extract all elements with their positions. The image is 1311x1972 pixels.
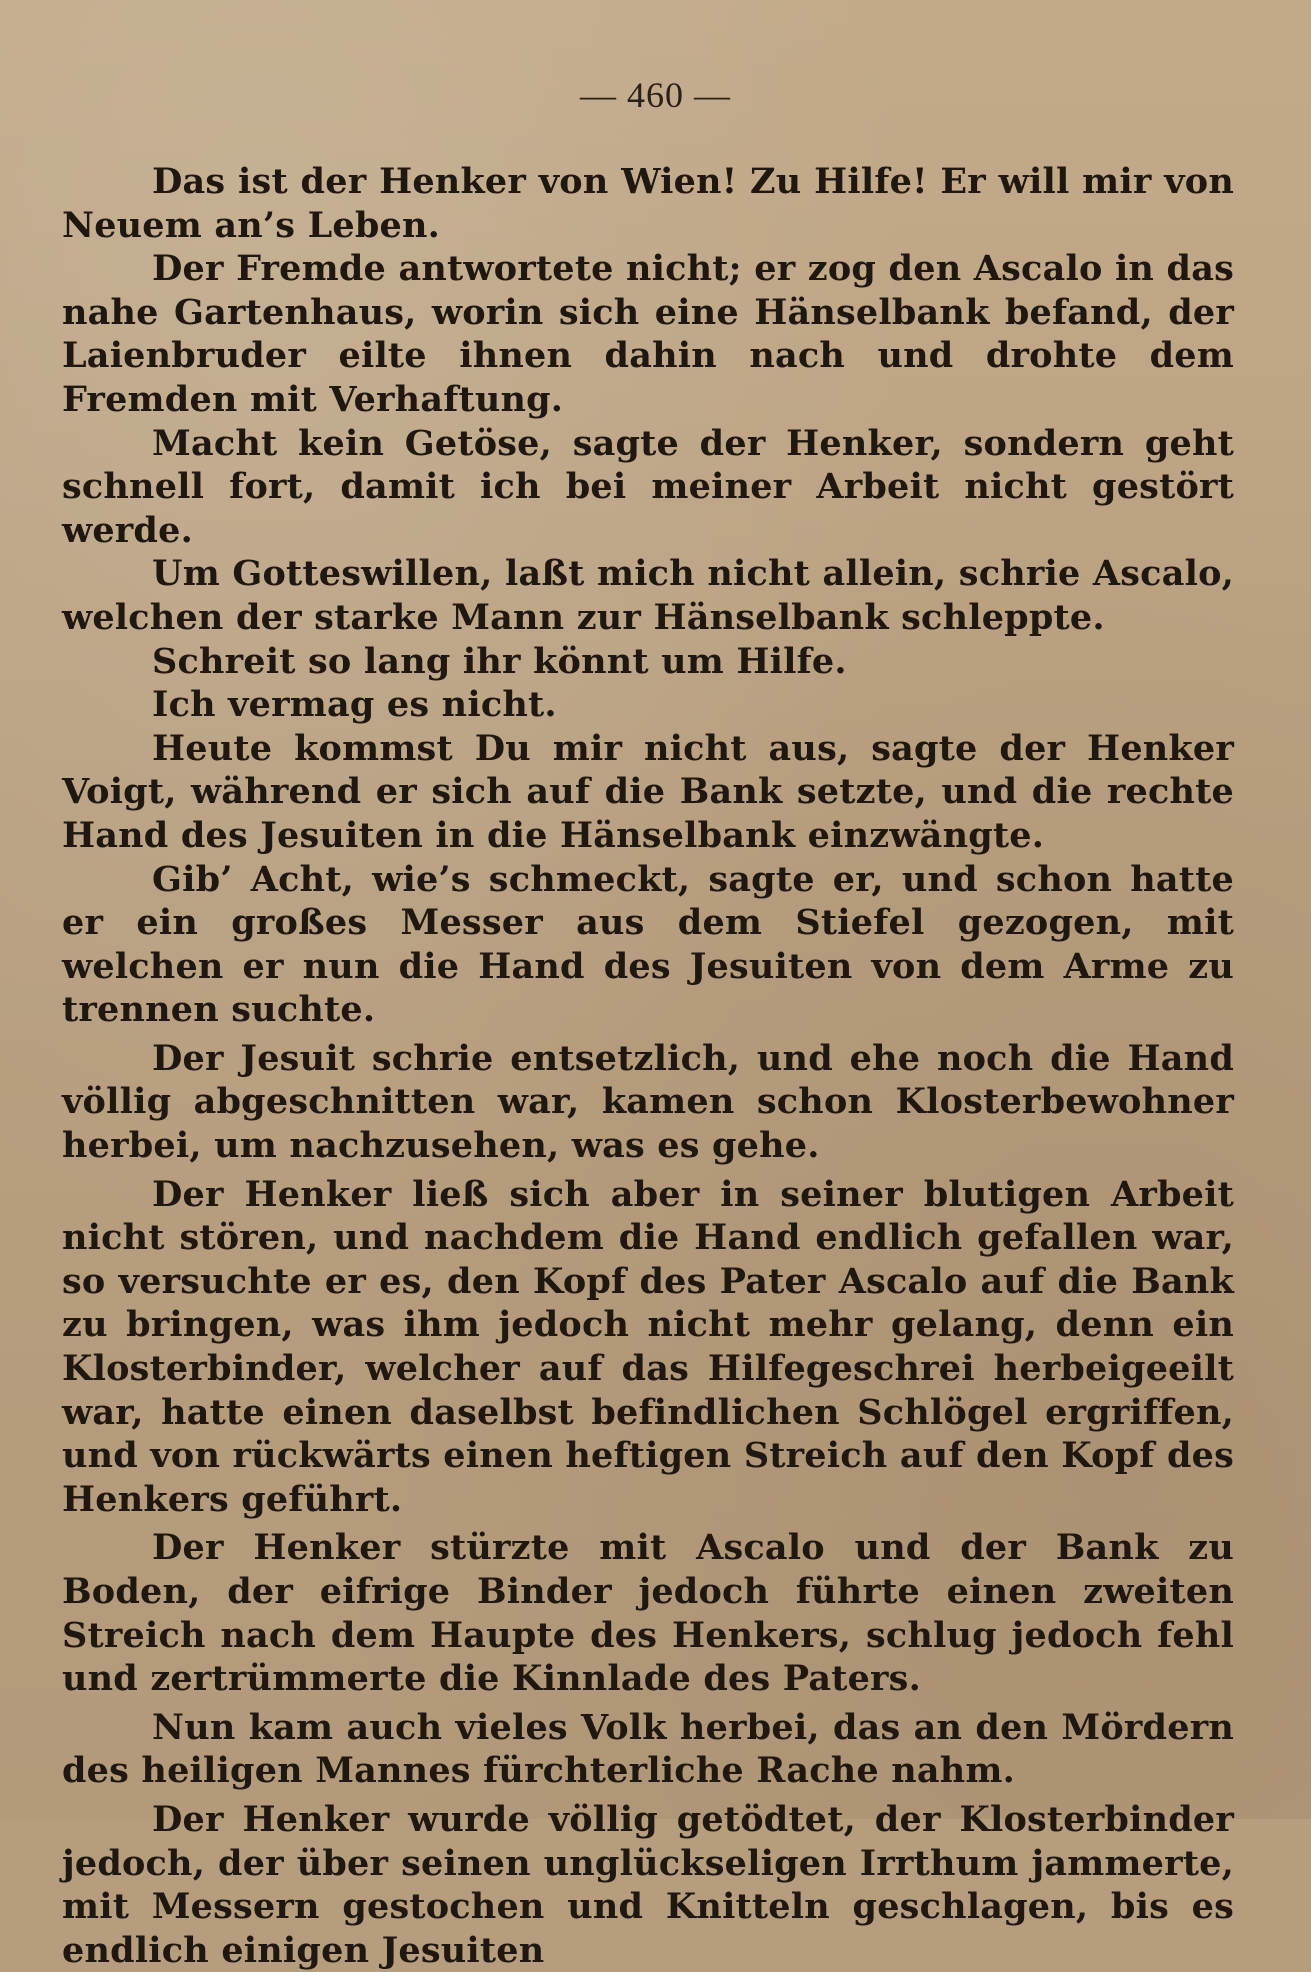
paragraph-12: Nun kam auch vieles Volk herbei, das an den Mördern des heiligen Mannes fürchterliche Rache nahm. (62, 1706, 1234, 1792)
page-number: — 460 — (580, 75, 731, 115)
paragraph-8: Gib’ Acht, wie’s schmeckt, sagte er, und schon hatte er ein großes Messer aus dem Stiefel gezogen, mit welchen er nun die Hand des Jesuiten von dem Arme zu trennen suchte. (62, 858, 1234, 1031)
paragraph-13: Der Henker wurde völlig getödtet, der Klosterbinder jedoch, der über seinen unglückseligen Irrthum jammerte, mit Messern gestochen und Knitteln geschlagen, bis es endlich einigen Jesuiten (62, 1798, 1234, 1971)
paragraph-10: Der Henker ließ sich aber in seiner blutigen Arbeit nicht stören, und nachdem die Hand endlich gefallen war, so versuchte er es, den Kopf des Pater Ascalo auf die Bank zu bringen, was ihm jedoch nicht mehr gelang, denn ein Klosterbinder, welcher auf das Hilfegeschrei herbeigeeilt war, hatte einen daselbst befindlichen Schlögel ergriffen, und von rückwärts einen heftigen Streich auf den Kopf des Henkers geführt. (62, 1173, 1234, 1520)
paragraph-2: Der Fremde antwortete nicht; er zog den Ascalo in das nahe Gartenhaus, worin sich eine Hänselbank befand, der Laienbruder eilte ihnen dahin nach und drohte dem Fremden mit Verhaftung. (62, 248, 1234, 420)
body-text (62, 160, 1234, 1972)
paragraph-7: Heute kommst Du mir nicht aus, sagte der Henker Voigt, während er sich auf die Bank setzte, und die rechte Hand des Jesuiten in die Hänselbank einzwängte. (62, 727, 1234, 856)
paragraph-6: Ich vermag es nicht. (152, 684, 557, 726)
paragraph-3: Macht kein Getöse, sagte der Henker, sondern geht schnell fort, damit ich bei meiner Arbeit nicht gestört werde. (62, 422, 1234, 551)
paragraph-4: Um Gotteswillen, laßt mich nicht allein, schrie Ascalo, welchen der starke Mann zur Hänselbank schleppte. (62, 553, 1234, 638)
paragraph-1: Das ist der Henker von Wien! Zu Hilfe! Er will mir von Neuem an’s Leben. (62, 161, 1234, 246)
paragraph-9: Der Jesuit schrie entsetzlich, und ehe noch die Hand völlig abgeschnitten war, kamen schon Klosterbewohner herbei, um nachzusehen, was es gehe. (62, 1037, 1234, 1167)
paragraph-5: Schreit so lang ihr könnt um Hilfe. (152, 640, 847, 682)
paragraph-11: Der Henker stürzte mit Ascalo und der Bank zu Boden, der eifrige Binder jedoch führte einen zweiten Streich nach dem Haupte des Henkers, schlug jedoch fehl und zertrümmerte die Kinnlade des Paters. (62, 1527, 1234, 1700)
